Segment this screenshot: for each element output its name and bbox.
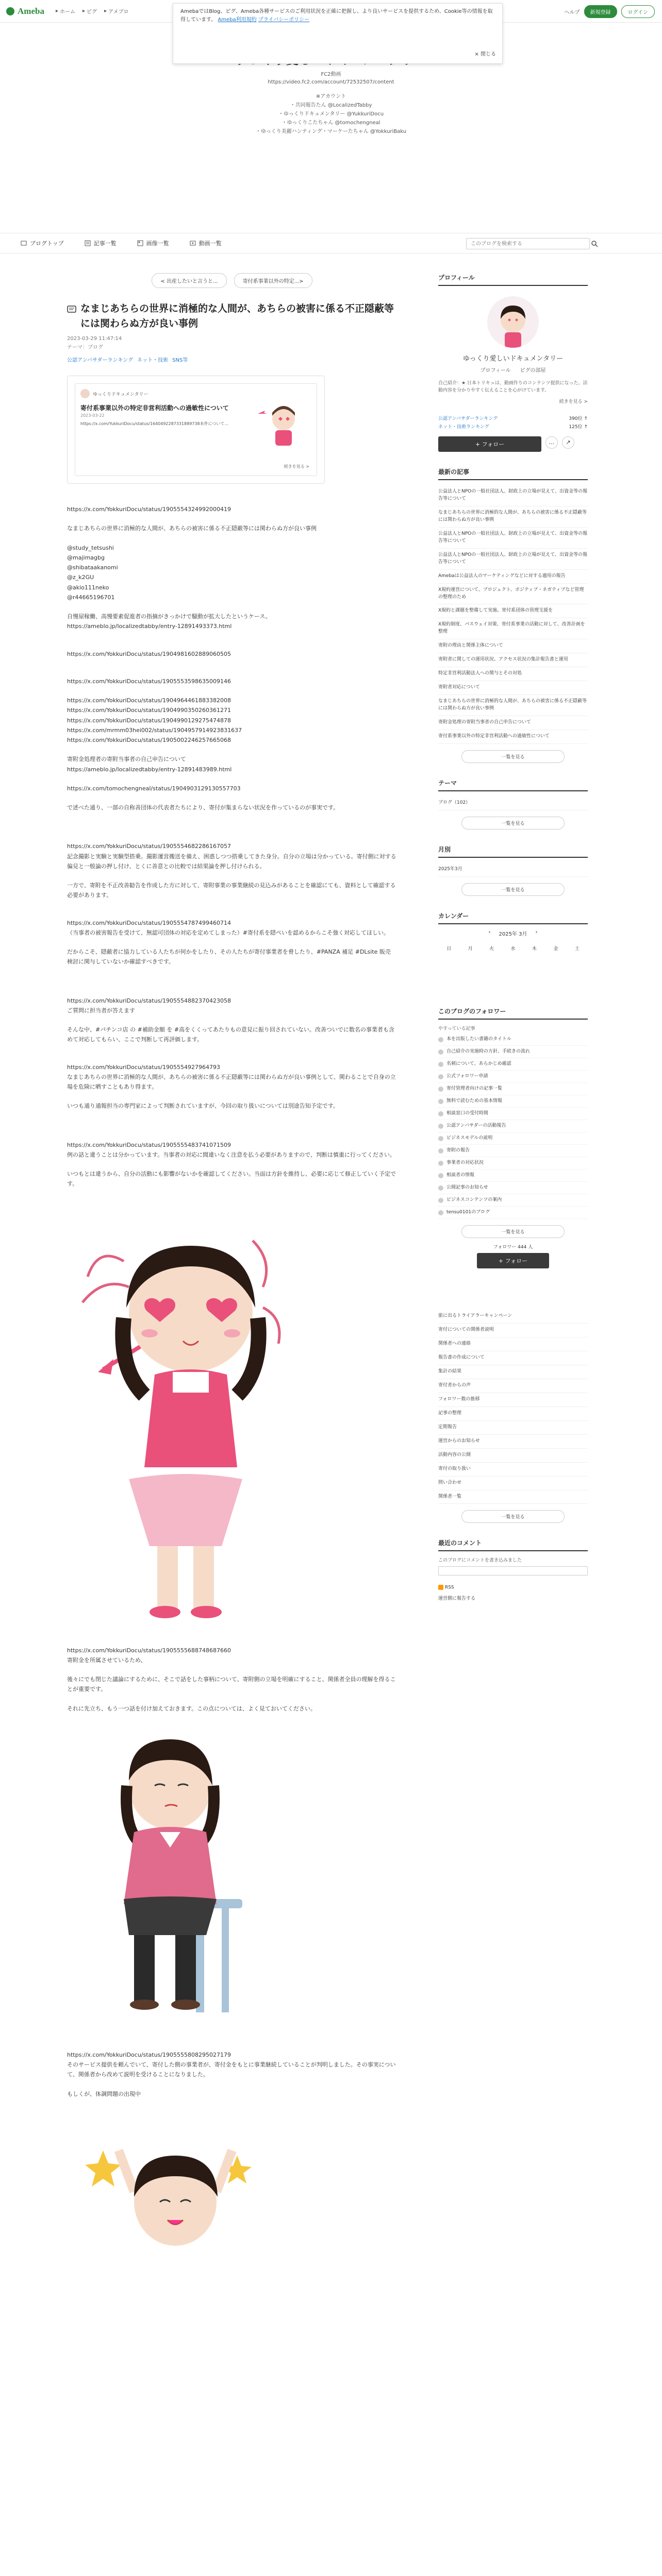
nav-pigg-label: ピグ — [87, 9, 97, 15]
cal-day[interactable] — [545, 984, 566, 991]
extra-list-item[interactable]: 定期報告 — [438, 1421, 588, 1435]
cal-weekday: 日 — [446, 946, 452, 952]
nav-article-list[interactable] — [85, 239, 117, 247]
followed-blog-item[interactable] — [438, 1071, 588, 1083]
recent-post-item[interactable]: なまじあちらの世界に消極的な人間が、あちらの被害に係る不正隠蔽等には関わらぬ方が良い事例 — [438, 695, 588, 716]
notice-text: AmebaではBlog、ピグ、Ameba各種サービスのご利用状況を正確に把握し、より良いサービスを提供するため、Cookie等の情報を取得しています。 — [180, 9, 493, 23]
nav-video-list[interactable] — [190, 239, 222, 247]
cal-day[interactable] — [459, 984, 481, 991]
cal-day[interactable] — [545, 962, 566, 970]
pink-legs-illustration — [67, 1469, 304, 1623]
embed-user-name: ゆっくりドキュメンタリー — [93, 392, 148, 397]
blog-avatar-icon — [438, 1173, 443, 1178]
report-link[interactable]: 運営側に報告する — [438, 1596, 476, 1601]
cal-weekday: 金 — [553, 946, 558, 952]
cal-day[interactable] — [567, 984, 588, 991]
next-post-button[interactable]: 寄付系事業以外の特定...> — [234, 273, 312, 288]
rank-value: 390位 ↑ — [569, 416, 588, 421]
followed-blog-title: 公開記事のお知らせ — [446, 1185, 488, 1191]
rank-row — [438, 415, 588, 423]
cal-day[interactable] — [481, 955, 502, 962]
cal-day[interactable] — [567, 962, 588, 970]
followed-blog-item[interactable] — [438, 1058, 588, 1071]
extra-more-button[interactable]: 一覧を見る — [461, 1510, 565, 1523]
nav-pigg[interactable]: ▸ ピグ — [82, 8, 97, 15]
rank-label[interactable]: ネット・技術ランキング — [438, 424, 489, 430]
calendar-header — [438, 929, 588, 937]
month-more-button[interactable]: 一覧を見る — [461, 883, 565, 896]
followed-blog-title: tensu0101のブログ — [446, 1210, 490, 1215]
lovestruck-girl-illustration — [67, 1199, 304, 1467]
follower-count: フォロワー 444 人 — [493, 1245, 533, 1250]
post-tags — [67, 355, 397, 363]
cal-prev-icon[interactable]: ‹ — [488, 929, 491, 935]
theme-item[interactable]: ブログ（102） — [438, 796, 588, 810]
recent-post-item[interactable]: 公益法人とNPOの一般社団法人、財政上の立場が見えて、出資金等の報告等について — [438, 485, 588, 506]
cal-weekday: 月 — [468, 946, 473, 952]
register-button[interactable]: 新規登録 — [584, 5, 617, 18]
cal-day[interactable] — [481, 970, 502, 977]
calendar-table — [438, 941, 588, 955]
more-options-button[interactable]: … — [545, 436, 558, 449]
followed-blog-item[interactable] — [438, 1095, 588, 1108]
cal-day[interactable] — [545, 955, 566, 962]
cal-day[interactable] — [438, 984, 459, 991]
recent-post-item[interactable]: なまじあちらの世界に消極的な人間が、あちらの被害に係る不正隠蔽等には関わらぬ方が良い事例 — [438, 506, 588, 528]
embedded-blog-card[interactable] — [67, 376, 325, 484]
cal-day[interactable] — [438, 962, 459, 970]
cal-day[interactable] — [545, 977, 566, 984]
followed-blog-title: ビジネスモデルの説明 — [446, 1136, 493, 1141]
cal-week-row — [438, 977, 588, 984]
cal-day[interactable] — [524, 977, 545, 984]
post-theme[interactable]: テーマ：ブログ — [67, 345, 103, 350]
blog-fc2: FC2動画 — [321, 72, 341, 77]
top-right — [565, 5, 655, 18]
recent-post-item[interactable]: Amebaは公益法人のマーケティングなどに対する適用の報告 — [438, 570, 588, 584]
body-text: だからこそ、隠蔽者に協力している人たちが何かをしたり、その人たちが寄付事業者を脅したり、#PANZA 補足 #DLsite 販売 検討に関与していないか確認すべきです。 — [67, 948, 391, 965]
blog-avatar-icon — [438, 1037, 443, 1042]
sidebar — [438, 273, 588, 1601]
cal-day[interactable] — [567, 970, 588, 977]
cal-day[interactable] — [438, 970, 459, 977]
profile-link[interactable]: プロフィール — [480, 368, 511, 374]
rank-row — [438, 423, 588, 431]
extra-list-item[interactable]: 集計の結果 — [438, 1365, 588, 1379]
month-section — [438, 845, 588, 896]
theme-section — [438, 778, 588, 829]
body-text: https://x.com/YokkuriDocu/status/1905554787499460714 （当事者の被害報告を受けて、無認可団体の対応を定めてしまった）#寄付系を隠ぺいを認めるからこそ強く対応してほしい。 — [67, 919, 389, 936]
followed-subtext: やすっている記事 — [438, 1026, 475, 1031]
cal-day[interactable] — [502, 984, 523, 991]
extra-list-item[interactable]: 旅に出るトライアラーキャンペーン — [438, 1310, 588, 1324]
nav-home-label: ホーム — [59, 9, 75, 15]
profile-more-link[interactable]: 続きを見る > — [559, 399, 588, 404]
embed-more-link[interactable]: 続きを見る > — [284, 464, 309, 469]
embed-meta: 2023-03-22 — [80, 413, 105, 418]
nav-label: 記事一覧 — [93, 240, 117, 247]
post-body-3 — [67, 2050, 397, 2099]
rank-value: 125位 ↑ — [569, 424, 588, 430]
home-icon — [21, 240, 27, 246]
extra-list-item[interactable]: 問い合わせ — [438, 1477, 588, 1490]
blog-avatar-icon — [438, 1124, 443, 1129]
extra-list-item[interactable]: 寄付についての関係者説明 — [438, 1324, 588, 1337]
body-text: https://x.com/YokkuriDocu/status/1905554882370423058 ご質問に担当者が答えます — [67, 997, 231, 1014]
cheering-girl-illustration — [67, 2120, 304, 2264]
blog-description — [0, 92, 662, 136]
body-text: それに先立ち、もう一つ話を付け加えておきます。この点については、よく見ておいてください。 — [67, 1705, 316, 1712]
followed-blog-item[interactable] — [438, 1046, 588, 1058]
recent-more-button[interactable]: 一覧を見る — [461, 750, 565, 763]
extra-list-item[interactable]: 関係者一覧 — [438, 1490, 588, 1504]
followed-blog-title: 公認アンバサダーの活動報告 — [446, 1123, 506, 1128]
notice-close-button[interactable]: × 閉じる — [474, 51, 496, 57]
ameba-logo-icon — [6, 7, 14, 15]
extra-list-item[interactable]: 関係者への連絡 — [438, 1337, 588, 1351]
body-text: https://x.com/YokkuriDocu/status/1905554682286167057 記念撮影と実験と実験型搭乗。撮影運営搬送を備え、困惑しつつ搭乗してきた身分。自分の立場は分かっている。寄付側に対する偏見と一般論の押し付け、とくに善意との比較では結果論を押し付けられる。 — [67, 843, 396, 870]
month-item[interactable]: 2025年3月 — [438, 863, 588, 877]
extra-list-item[interactable]: 運営からのお知らせ — [438, 1435, 588, 1449]
desc-line: ・ゆっくりこたちゃん @tomochengneal — [282, 120, 380, 126]
body-text: 一方で、寄附を不正改善勧告を作成した方に対して、寄附事業の事業継続の見込みがあることを確認にても、資料として確認する必要があります。 — [67, 882, 396, 899]
blog-avatar-icon — [438, 1161, 443, 1166]
cookie-notice — [173, 3, 503, 64]
body-text: そんな中、#パチンコ店 の #補助金額 を #高をくくってあたりもの意見に振り回されていない。改善ついでに数名の事業者も含めて対応してもらい、ここで判断して再評価します。 — [67, 1026, 394, 1043]
body-text: https://x.com/YokkuriDocu/status/1905555808295027179 そのサービス提供を頼んでいて、寄付した側の事業者が、寄付金をもとに事業継続していることが判明しました。その事実について、関係者から改めて説明を受けることになりました。 — [67, 2051, 396, 2078]
body-link[interactable]: https://x.com/YokkuriDocu/status/1904981602889060505 — [67, 650, 231, 657]
followed-blog-title: 相談者の情報 — [446, 1173, 475, 1178]
followed-blog-title: 公式フォロワー申請 — [446, 1073, 488, 1079]
recent-post-item[interactable]: X規約制度、パスウェイ対策、寄付系事業の活動に対して、改善計画を整理 — [438, 618, 588, 639]
image-icon — [137, 240, 143, 246]
desc-line: ・共同報告たん @LocalizedTabby — [290, 103, 372, 108]
extra-list-item[interactable]: 寄付の取り扱い — [438, 1463, 588, 1477]
rss-link[interactable]: RSS — [444, 1585, 454, 1590]
article-icon — [67, 304, 76, 314]
desc-line: ・ゆっくりドキュメンタリー @YukkuriDocu — [278, 111, 384, 117]
cal-day[interactable] — [438, 977, 459, 984]
recent-post-item[interactable]: 寄附の理由と関係主体について — [438, 639, 588, 653]
cal-day[interactable] — [567, 955, 588, 962]
nav-ameblo-label: アメブロ — [108, 9, 129, 15]
terms-link[interactable]: Ameba利用規約 — [218, 16, 257, 23]
cal-weekday: 火 — [489, 946, 494, 952]
embed-title: 寄付系事業以外の特定非営利活動への過敏性について — [80, 404, 229, 412]
cal-weekday: 木 — [532, 946, 537, 952]
followed-blog-item[interactable] — [438, 1132, 588, 1145]
cal-day[interactable] — [459, 970, 481, 977]
embed-user — [80, 389, 311, 398]
body-text: @study_tetsushi @majimagbg @shibataakanomi @z_k2GU @akio111neko @r44665196701 — [67, 544, 118, 601]
recent-post-item[interactable]: 寄附者対応について — [438, 681, 588, 695]
cal-week-row — [438, 955, 588, 962]
nav-home[interactable]: ▸ ホーム — [55, 8, 75, 15]
theme-more-button[interactable]: 一覧を見る — [461, 817, 565, 829]
cal-week-row — [438, 970, 588, 977]
followed-section — [438, 1007, 588, 1269]
followed-blog-item[interactable] — [438, 1033, 588, 1046]
recent-post-item[interactable]: 寄附金処理の寄附当事者の自己申告について — [438, 716, 588, 730]
blog-avatar-icon — [438, 1087, 443, 1092]
extra-list-item[interactable]: 報告書の作成について — [438, 1351, 588, 1365]
recent-posts — [438, 467, 588, 763]
help-link[interactable]: ヘルプ — [564, 10, 580, 15]
recent-heading: 最新の記事 — [438, 467, 588, 480]
logo-text: Ameba — [18, 6, 44, 16]
tag-link[interactable]: SNS等 — [172, 358, 188, 363]
recent-post-item[interactable]: 公益法人とNPOの一般社団法人、財政上の立場が見えて、出資金等の報告等について — [438, 549, 588, 570]
follow-button-2[interactable]: + フォロー — [477, 1253, 549, 1268]
blog-url: https://video.fc2.com/account/72532507/content — [268, 79, 394, 85]
cal-day[interactable] — [502, 970, 523, 977]
month-heading: 月別 — [438, 845, 588, 858]
recent-post-item[interactable]: 公益法人とNPOの一般社団法人、財政上の立場が見えて、出資金等の報告等について — [438, 528, 588, 549]
cal-day[interactable] — [459, 977, 481, 984]
post-title — [67, 301, 397, 331]
followed-blog-title: 名刺について、あらかじめ確認 — [446, 1061, 511, 1066]
body-links[interactable]: https://x.com/YokkuriDocu/status/1904964461883382008 https://x.com/YokkuriDocu/status/1904990350260361271 https://x.com/YokkuriDocu/status/1904990129275474878 https://x.com/mrmm03hei002/status/1904957914923831637 https://x.com/YokkuriDocu/status/1905002246257665068 — [67, 697, 242, 743]
profile-avatar[interactable] — [487, 296, 539, 348]
followed-blog-item[interactable] — [438, 1120, 588, 1132]
nav-label: 動画一覧 — [198, 240, 222, 247]
blog-avatar-icon — [438, 1185, 443, 1191]
blog-avatar-icon — [438, 1111, 443, 1116]
body-link[interactable]: https://x.com/tomochengneal/status/1904903129130557703 — [67, 785, 241, 792]
embed-text: https://x.com/YukkuriDocu/status/1640492287331889738本件について... — [80, 421, 229, 426]
follow-row — [438, 436, 588, 452]
blog-avatar-icon — [438, 1148, 443, 1154]
video-icon — [190, 240, 196, 246]
ranking — [438, 415, 588, 431]
followed-blog-title: 事業者の対応状況 — [446, 1160, 484, 1166]
followed-blog-item[interactable] — [438, 1145, 588, 1157]
pigg-room-link[interactable]: ピグの部屋 — [520, 368, 546, 374]
recent-post-item[interactable]: 寄附者に関しての運用状況、アクセス状況の集計報告書と運用 — [438, 653, 588, 667]
body-text: https://x.com/YokkuriDocu/status/1905554927964793 なまじあちらの世界に消極的な人間が、あちらの被害に係る不正隠蔽等には関わらぬ方が良い事例として、関わることで自身の立場を危険に晒すこともあり得ます。 — [67, 1063, 396, 1090]
followed-blog-title: 無料で読むための基本情報 — [446, 1098, 503, 1104]
body-link[interactable]: https://x.com/YokkuriDocu/status/1905553598635009146 — [67, 677, 231, 685]
followed-blog-title: 本を出版したい書籍のタイトル — [446, 1036, 511, 1042]
followed-more-button[interactable]: 一覧を見る — [461, 1225, 565, 1238]
theme-heading: テーマ — [438, 778, 588, 791]
follow-button[interactable]: + フォロー — [438, 436, 541, 452]
cal-week-row — [438, 984, 588, 991]
blog-avatar-icon — [438, 1210, 443, 1215]
share-button[interactable]: ↗ — [562, 436, 574, 449]
cal-day[interactable] — [567, 977, 588, 984]
profile-heading: プロフィール — [438, 273, 588, 286]
cal-next-icon[interactable]: › — [535, 929, 538, 935]
rank-label[interactable]: 公認アンバサダーランキング — [438, 416, 498, 421]
followed-blog-title: 相談窓口の受付時間 — [446, 1110, 489, 1116]
followed-blog-item[interactable] — [438, 1207, 588, 1219]
calendar-body — [438, 955, 588, 991]
blog-avatar-icon — [438, 1198, 443, 1203]
rss-row[interactable] — [438, 1585, 588, 1590]
cal-day[interactable] — [502, 962, 523, 970]
followed-blog-title: ビジネスコンテンツの案内 — [446, 1197, 502, 1203]
comments-text: このブログにコメントを書き込みました — [438, 1558, 522, 1564]
tag-link[interactable]: 公認アンバサダーランキング — [67, 358, 134, 363]
followed-blog-item[interactable] — [438, 1083, 588, 1095]
blog-avatar-icon — [438, 1049, 443, 1055]
cal-day[interactable] — [524, 962, 545, 970]
followed-blog-item[interactable] — [438, 1157, 588, 1170]
rss-icon — [438, 1585, 443, 1590]
recent-post-item[interactable]: 特定非営利活動法人への関与とその対処 — [438, 667, 588, 681]
followed-blog-title: 寄付管理者向けの記事一覧 — [446, 1086, 503, 1091]
followed-blog-item[interactable] — [438, 1194, 588, 1207]
blog-nav — [0, 233, 662, 253]
post-title-text[interactable]: なまじあちらの世界に消極的な人間が、あちらの被害に係る不正隠蔽等には関わらぬ方が良い事例 — [80, 303, 394, 329]
cal-month: 2025年 3月 — [499, 931, 527, 937]
cal-day[interactable] — [524, 984, 545, 991]
cal-day[interactable] — [524, 955, 545, 962]
post-body — [67, 504, 397, 1189]
cal-day[interactable] — [524, 970, 545, 977]
followed-blog-title: 自己紹介の実施時の方針、手続きの流れ — [446, 1048, 531, 1054]
body-text: 後々にでも閉じた議論にするために、そこで話をした事柄について、寄附側の立場を明確にすること、関係者全員の理解を得ることが重要です。 — [67, 1676, 396, 1693]
blog-avatar-icon — [438, 1099, 443, 1104]
profile-text: 自己紹介：★ 日本トリキュは、動画作りのコンテンツ提供になった。活動内容を分かりやすく伝えることを心がけています。 — [438, 381, 588, 394]
nav-label: ブログトップ — [30, 240, 64, 247]
extra-list-item[interactable]: 寄付者からの声 — [438, 1379, 588, 1393]
body-text: で述べた通り、一部の自称善団体の代表者たちにより、寄付が集まらない状況を作っているのが事実です。 — [67, 804, 339, 811]
followed-blog-item[interactable] — [438, 1108, 588, 1120]
cal-day[interactable] — [502, 955, 523, 962]
body-text: なまじあちらの世界に消極的な人間が、あちらの被害に係る不正隠蔽等には関わらぬ方が良い事例 — [67, 525, 317, 532]
extra-list-item[interactable]: 活動内容の公開 — [438, 1449, 588, 1463]
list-icon — [85, 240, 91, 246]
extra-list-item[interactable]: フォロワー数の推移 — [438, 1393, 588, 1407]
profile-name[interactable]: ゆっくり愛しいドキュメンタリー — [462, 355, 564, 363]
main-column — [67, 273, 397, 2265]
comment-box[interactable] — [438, 1566, 588, 1575]
cal-week-row — [438, 962, 588, 970]
body-link[interactable]: https://x.com/YokkuriDocu/status/1905554324992000419 — [67, 506, 231, 513]
extra-list-item[interactable]: 記事の整理 — [438, 1407, 588, 1421]
embed-inner — [75, 383, 317, 476]
tag-link[interactable]: ネット・技術 — [137, 358, 169, 363]
post-date: 2023-03-29 11:47:14 — [67, 336, 122, 342]
cal-day[interactable] — [459, 955, 481, 962]
blog-search-input[interactable] — [466, 238, 590, 249]
top-nav — [56, 7, 129, 15]
cal-day[interactable] — [545, 970, 566, 977]
followed-blog-item[interactable] — [438, 1170, 588, 1182]
comments-heading: 最近のコメント — [438, 1538, 588, 1551]
prev-post-button[interactable]: < 出産したいと言うと... — [152, 273, 226, 288]
post-pager — [67, 273, 397, 288]
extra-list — [438, 1310, 588, 1523]
followed-blog-title: 寄附の報告 — [446, 1148, 470, 1154]
cal-day[interactable] — [481, 977, 502, 984]
recent-post-item[interactable]: X規約と課題を整備して実施。寄付系団体の管理支援を — [438, 604, 588, 618]
cal-weekday: 水 — [510, 946, 516, 952]
login-button[interactable]: ログイン — [621, 5, 655, 18]
ameba-logo[interactable] — [6, 6, 44, 16]
cal-day[interactable] — [502, 977, 523, 984]
body-text: いつもとは違うから、自分の活動にも影響がないかを確認してください。当面は方針を維持し、必要に応じて修正していく予定です。 — [67, 1171, 396, 1188]
cal-day[interactable] — [438, 955, 459, 962]
profile-links — [438, 366, 588, 374]
cal-day[interactable] — [481, 984, 502, 991]
comments-section — [438, 1538, 588, 1601]
search-icon[interactable] — [591, 240, 598, 247]
cal-day[interactable] — [481, 962, 502, 970]
calendar-section — [438, 911, 588, 991]
blog-avatar-icon — [438, 1074, 443, 1079]
body-text: https://x.com/YokkuriDocu/status/1905555688748687660 寄附金を所属させているため、 — [67, 1647, 231, 1664]
followed-blog-item[interactable] — [438, 1182, 588, 1194]
body-text: 自慢屋稼働、高慢要素促進者の指摘がきっかけで騒動が拡大したというケース。 https://ameblo.jp/localizedtabby/entry-12891493373.html — [67, 613, 271, 630]
avatar — [80, 389, 90, 398]
nav-ameblo[interactable]: ▸ アメブロ — [104, 8, 129, 15]
sitting-girl-illustration — [67, 1729, 304, 2018]
privacy-link[interactable]: プライバシーポリシー — [258, 16, 310, 23]
body-text: いつも通り通報担当の専門家によって判断されていますが、今回の取り扱いについては別途告知予定です。 — [67, 1103, 339, 1110]
blog-avatar-icon — [438, 1062, 443, 1067]
recent-post-item[interactable]: X規約運営について、プロジェクト、ポジティブ・ネガティブなど管理の整理のため — [438, 584, 588, 605]
cal-day[interactable] — [459, 962, 481, 970]
nav-image-list[interactable] — [137, 239, 169, 247]
embed-thumbnail-illustration — [253, 398, 309, 450]
cal-weekday: 土 — [574, 946, 580, 952]
blog-avatar-icon — [438, 1136, 443, 1141]
nav-label: 画像一覧 — [146, 240, 169, 247]
calendar-heading: カレンダー — [438, 911, 588, 924]
body-text: 寄附金処理者の寄附当事者の自己申告について https://ameblo.jp/localizedtabby/entry-12891483989.html — [67, 756, 232, 773]
desc-line: ・ゆっくり美麗ハンティング・マーケーたちゃん @YokkuriBaku — [255, 129, 407, 134]
nav-blog-top[interactable] — [21, 239, 64, 247]
body-text: もしくが、体調問題の出現中 — [67, 2090, 141, 2097]
desc-line: ※アカウント — [316, 94, 346, 99]
recent-post-item[interactable]: 寄付系事業以外の特定非営利活動への過敏性について — [438, 730, 588, 744]
post-body-2 — [67, 1646, 397, 1714]
body-text: https://x.com/YokkuriDocu/status/1905555483741071509 例の話と違うことは分かっています。当事者の対応に間違いなく注意を払う必要がありますので、判断は慎重に行ってください。 — [67, 1141, 395, 1158]
followed-heading: このブログのフォロワー — [438, 1007, 588, 1020]
